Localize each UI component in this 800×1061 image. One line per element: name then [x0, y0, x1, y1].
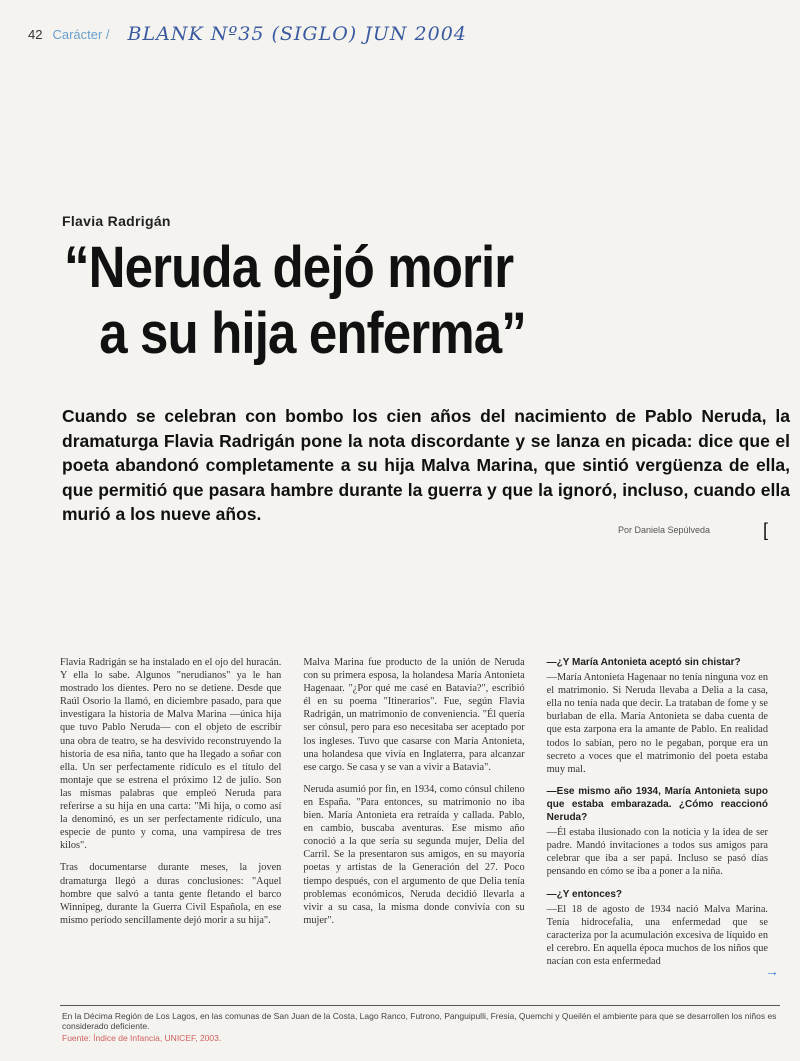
- interview-answer: —Él estaba ilusionado con la noticia y la idea de ser padre. Mandó invitaciones a todos sus amigos para celebrar que iba a ser papá. Incluso se pasó días pensando en cómo se iba a poner a la niña.: [546, 827, 768, 878]
- interview-answer: —María Antonieta Hagenaar no tenía ninguna voz en el matrimonio. Si Neruda llevaba a Delia a la casa, ella no tenía nada que decir. La trataban de fome y se burlaban de ella. María Antonieta se daba cuenta de que esta zarpona era la amante de Pablo. En realidad todos lo sabían, pero no le pegaban, porque era un secreto a voces que el matrimonio del poeta estaba muy mal.: [546, 672, 768, 775]
- body-column-2: [303, 656, 524, 977]
- paragraph: Tras documentarse durante meses, la joven dramaturga llegó a duras conclusiones: "Aquel hombre que salvó a tanta gente fletando el barco Winnipeg, durante la Guerra Civil Española, en ese mismo período sencillamente dejó morir a su hija".: [60, 862, 282, 926]
- continue-arrow-icon: →: [765, 963, 779, 979]
- body-column-1: [60, 656, 281, 977]
- footnote-source: Fuente: Índice de Infancia, UNICEF, 2003.: [62, 1033, 222, 1043]
- paragraph: Neruda asumió por fin, en 1934, como cónsul chileno en España. "Para entonces, su matrimonio no iba bien. María Antonieta era retraída y callada. Pablo, en cambio, buscaba aventuras. Ese mismo año conoció a la que sería su segunda mujer, Delia del Carril. Se la presentaron sus amigos, en su mayoría poetas y artistas de la Generación del 27. Poco tiempo después, con el argumento de que Delia tenía problemas económicos, Neruda decidió llevarla a vivir a su casa, la misma donde convivía con su mujer".: [303, 783, 525, 926]
- interview-question: —¿Y entonces?: [546, 888, 623, 900]
- article-body: [60, 656, 768, 977]
- section-label: Carácter /: [52, 26, 110, 42]
- headline: [64, 235, 680, 367]
- interview-question: —¿Y María Antonieta aceptó sin chistar?: [546, 657, 741, 668]
- page-number: 42: [28, 26, 43, 42]
- page-header: [28, 22, 780, 46]
- headline-line-2: a su hija enferma”: [99, 301, 526, 366]
- author-name: Flavia Radrigán: [62, 213, 171, 229]
- interview-answer: —El 18 de agosto de 1934 nació Malva Marina. Tenía hidrocefalia, una enfermedad que se caracteriza por la acumulación excesiva de líquido en el cerebro. En aquella época muchos de los niños que nacían con esta enfermedad: [546, 903, 768, 967]
- paragraph: Flavia Radrigán se ha instalado en el ojo del huracán. Y ella lo sabe. Algunos "nerudianos" ya le han mostrado los dientes. Pero no se detiene. Desde que Raúl Osorio la llamó, en diciembre pasado, para que investigara la historia de Malva Marina —única hija que tuvo Pablo Neruda— con el objeto de escribir una obra de teatro, se ha desvivido reconstruyendo la historia de esa niña, tanto que ha llegado a soñar con ella. Un ser perfectamente ridículo es el título del montaje que se estrena el próximo 12 de julio. Son las mismas palabras que empleó Neruda para referirse a su hija en una carta: "Mi hija, o como así la denominó, es un ser perfectamente ridículo, una especie de punto y coma, una vampiresa de tres kilos".: [60, 657, 282, 852]
- handwritten-note: BLANK Nº35 (SIGLO) JUN 2004: [127, 23, 467, 45]
- footnote-divider: [60, 1005, 780, 1006]
- byline-bracket: [: [763, 520, 769, 540]
- lead-paragraph: Cuando se celebran con bombo los cien años del nacimiento de Pablo Neruda, la dramaturga Flavia Radrigán pone la nota discordante y se lanza en picada: dice que el poeta abandonó completamente a su hija Malva Marina, que sintió vergüenza de ella, que permitió que pasara hambre durante la guerra y que la ignoró, incluso, cuando ella murió a los nueve años.: [62, 406, 790, 524]
- body-column-3: [547, 656, 768, 977]
- paragraph: Malva Marina fue producto de la unión de Neruda con su primera esposa, la holandesa María Antonieta Hagenaar. "¿Por qué me casé en Batavia?", escribió él en su poema "Itinerarios". Fue, según Flavia Radrigán, un matrimonio de conveniencia. "Él quería ser cónsul, pero para eso necesitaba ser aceptado por los ingleses. Tuvo que casarse con María Antonieta, una holandesa que vivía en Inglaterra, para alcanzar ese cargo. Se casa y se van a vivir a Batavia".: [303, 657, 525, 773]
- interview-question: —Ese mismo año 1934, María Antonieta supo que estaba embarazada. ¿Cómo reaccionó Neruda?: [546, 785, 768, 824]
- byline: Por Daniela Sepúlveda: [618, 525, 711, 535]
- headline-line-1: “Neruda dejó morir: [64, 235, 514, 300]
- footnote-text: En la Décima Región de Los Lagos, en las comunas de San Juan de la Costa, Lago Ranco, Futrono, Panguipulli, Fresia, Quemchi y Queilén el ambiente para que se desarrollen los niños es considerado deficiente.: [62, 1011, 777, 1031]
